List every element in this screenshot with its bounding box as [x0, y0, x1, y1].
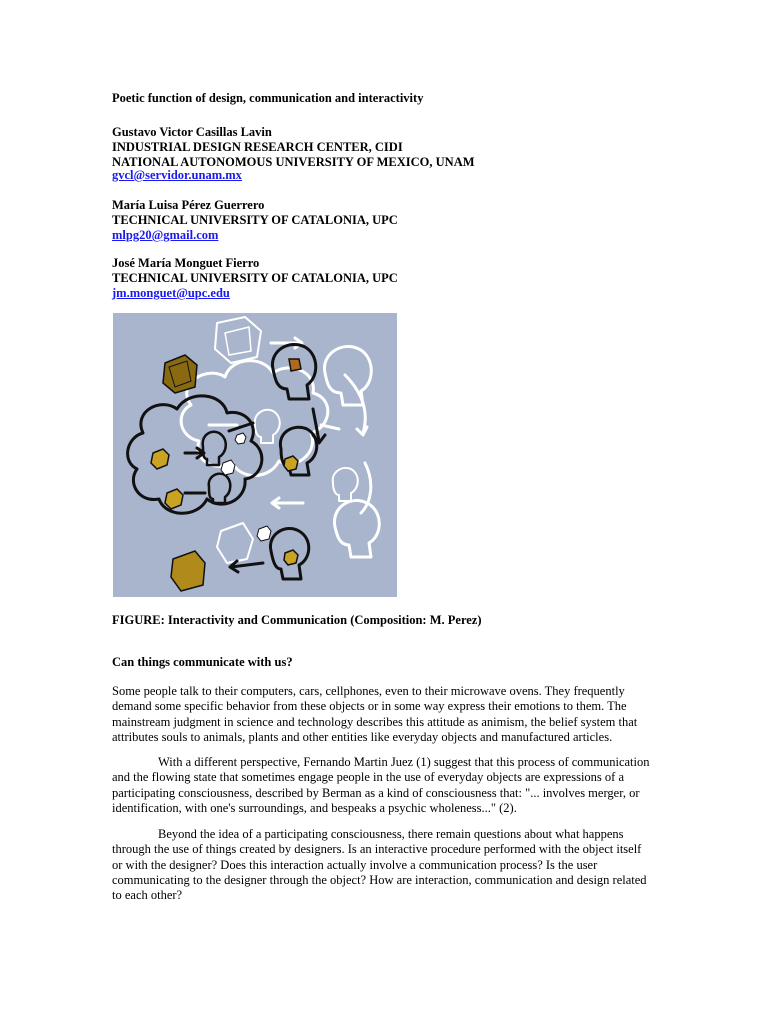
paragraph-line: through the use of things created by designers. Is an interactive procedure performed with the object itself — [112, 842, 642, 857]
communication-drawing — [113, 313, 397, 597]
paragraph-line: Some people talk to their computers, cars, cellphones, even to their microwave ovens. They frequently — [112, 684, 625, 698]
author-1-affiliation-1: INDUSTRIAL DESIGN RESEARCH CENTER, CIDI — [112, 140, 403, 154]
paragraph-line: attributes souls to animals, plants and other entities like everyday objects and manufactured articles. — [112, 729, 613, 744]
paragraph-line: demand some specific behavior from these objects or in some way express their emotions to them. The — [112, 699, 627, 714]
section-heading: Can things communicate with us? — [112, 655, 293, 669]
paragraph-line: to each other? — [112, 888, 183, 903]
author-2-affiliation-1: TECHNICAL UNIVERSITY OF CATALONIA, UPC — [112, 213, 398, 227]
author-1-name: Gustavo Victor Casillas Lavin — [112, 125, 272, 139]
paragraph-line: communicating to the designer through the object? How are interaction, communication and design related — [112, 872, 647, 887]
figure-caption: FIGURE: Interactivity and Communication (Composition: M. Perez) — [112, 613, 482, 627]
paragraph-line: and the flowing state that sometimes engage people in the use of everyday objects are expressions of a — [112, 770, 624, 785]
body-paragraph-2 — [112, 755, 657, 816]
body-paragraph-1 — [112, 684, 657, 745]
author-3-affiliation-1: TECHNICAL UNIVERSITY OF CATALONIA, UPC — [112, 271, 398, 285]
figure-illustration — [113, 313, 397, 597]
paragraph-line: participating consciousness, described by Berman as a kind of consciousness that: "... involves merger, or — [112, 785, 640, 800]
paragraph-line: or with the designer? Does this interaction actually involve a communication process? Is the user — [112, 857, 598, 872]
author-1-email-link[interactable]: gvcl@servidor.unam.mx — [112, 168, 242, 182]
author-1-affiliation-2: NATIONAL AUTONOMOUS UNIVERSITY OF MEXICO, UNAM — [112, 155, 475, 169]
paragraph-line: identification, with one's surroundings, and bespeaks a psychic wholeness..." (2). — [112, 800, 517, 815]
author-3-email-link[interactable]: jm.monguet@upc.edu — [112, 286, 230, 300]
body-paragraph-3 — [112, 827, 657, 903]
paragraph-line: Beyond the idea of a participating consciousness, there remain questions about what happens — [158, 827, 624, 841]
author-2-name: María Luisa Pérez Guerrero — [112, 198, 265, 212]
paper-title: Poetic function of design, communication and interactivity — [112, 91, 424, 105]
author-2-email-link[interactable]: mlpg20@gmail.com — [112, 228, 219, 242]
paragraph-line: With a different perspective, Fernando Martin Juez (1) suggest that this process of communication — [158, 755, 650, 769]
paragraph-line: mainstream judgment in science and technology describes this attitude as animism, the belief system that — [112, 714, 638, 729]
author-3-name: José María Monguet Fierro — [112, 256, 260, 270]
